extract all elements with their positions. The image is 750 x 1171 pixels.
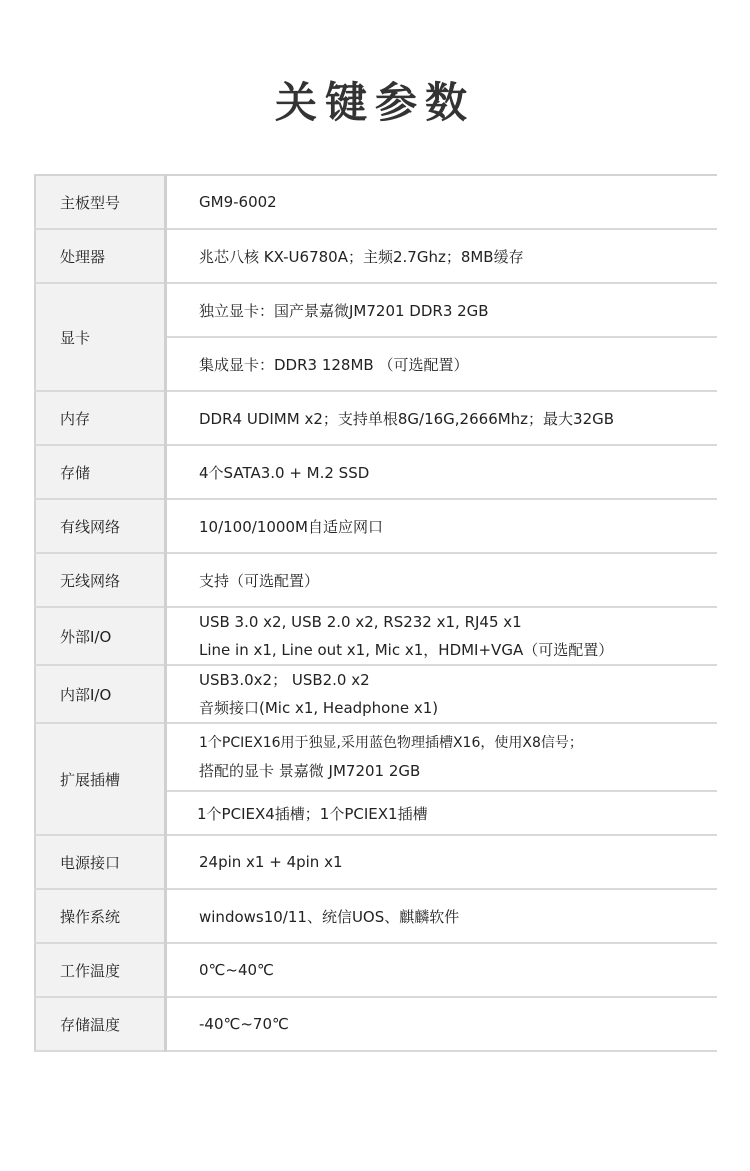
spec-value: 支持（可选配置） [166, 553, 718, 607]
spec-label: 工作温度 [35, 943, 166, 997]
spec-label: 内存 [35, 391, 166, 445]
table-row [35, 607, 717, 665]
spec-value: DDR4 UDIMM x2；支持单根8G/16G,2666Mhz；最大32GB [166, 391, 718, 445]
spec-value-line: 搭配的显卡 景嘉微 JM7201 2GB [199, 762, 421, 780]
spec-label: 有线网络 [35, 499, 166, 553]
spec-value: 1个PCIEX4插槽；1个PCIEX1插槽 [166, 791, 718, 835]
spec-value: -40℃~70℃ [166, 997, 718, 1051]
spec-value: 24pin x1 + 4pin x1 [166, 835, 718, 889]
spec-value: windows10/11、统信UOS、麒麟软件 [166, 889, 718, 943]
spec-value: 兆芯八核 KX-U6780A；主频2.7Ghz；8MB缓存 [166, 229, 718, 283]
spec-value: 集成显卡：DDR3 128MB （可选配置） [166, 337, 718, 391]
spec-value: 10/100/1000M自适应网口 [166, 499, 718, 553]
spec-label: 操作系统 [35, 889, 166, 943]
spec-label: 存储温度 [35, 997, 166, 1051]
spec-value [166, 723, 718, 791]
table-row [35, 175, 717, 229]
spec-value-line: Line in x1, Line out x1, Mic x1，HDMI+VGA（可选配置） [199, 641, 614, 659]
spec-value: 0℃~40℃ [166, 943, 718, 997]
table-row [35, 943, 717, 997]
table-row [35, 499, 717, 553]
spec-label: 电源接口 [35, 835, 166, 889]
spec-label: 扩展插槽 [35, 723, 166, 835]
table-row [35, 445, 717, 499]
table-row [35, 889, 717, 943]
spec-label: 外部I/O [35, 607, 166, 665]
spec-label: 内部I/O [35, 665, 166, 723]
table-row [35, 283, 717, 337]
spec-value: 4个SATA3.0 + M.2 SSD [166, 445, 718, 499]
spec-value [166, 665, 718, 723]
spec-label: 处理器 [35, 229, 166, 283]
spec-value-line: 1个PCIEX16用于独显,采用蓝色物理插槽X16，使用X8信号； [199, 735, 583, 751]
spec-value [166, 607, 718, 665]
spec-value: 独立显卡：国产景嘉微JM7201 DDR3 2GB [166, 283, 718, 337]
spec-value: GM9-6002 [166, 175, 718, 229]
table-row [35, 553, 717, 607]
table-row [35, 723, 717, 791]
page-title: 关键参数 [274, 78, 475, 127]
spec-value-line: USB 3.0 x2, USB 2.0 x2, RS232 x1, RJ45 x1 [199, 613, 522, 631]
spec-value-line: USB3.0x2； USB2.0 x2 [199, 671, 370, 689]
table-row [35, 391, 717, 445]
spec-table [34, 174, 717, 1052]
spec-label: 存储 [35, 445, 166, 499]
table-row [35, 229, 717, 283]
table-row [35, 835, 717, 889]
spec-label: 主板型号 [35, 175, 166, 229]
table-row [35, 665, 717, 723]
spec-label: 显卡 [35, 283, 166, 391]
spec-value-line: 音频接口(Mic x1, Headphone x1) [199, 699, 439, 717]
spec-label: 无线网络 [35, 553, 166, 607]
table-row [35, 997, 717, 1051]
